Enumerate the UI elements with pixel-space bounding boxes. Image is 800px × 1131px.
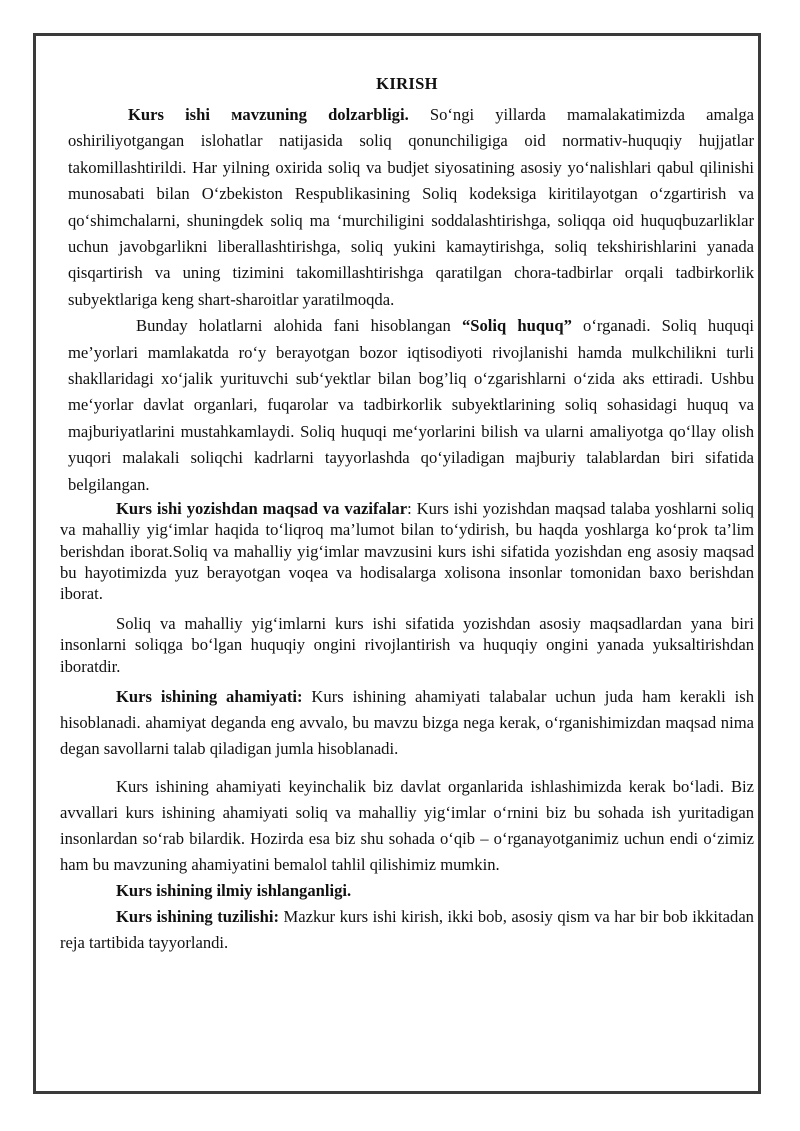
goals-section [60,498,754,677]
document-body [60,74,754,956]
paragraph-relevance-text: So‘ngi yillarda mamalakatimizda amalga oshiriliyotgangan islohatlar natijasida soliq qonunchiligiga oid normativ-huquqiy hujjatlar takomillashtirildi. Har yilning oxirida soliq va budjet siyosatining asosiy yo‘nalishlari qabul qilinishi munosabati bilan O‘zbekiston Respublikasining Soliq kodeksiga kiritilayotgan o‘zgartirish va qo‘shimchalarni, shuningdek soliq ma ‘murchiligini soddalashtirishga, soliqqa oid huquqbuzarliklar uchun javobgarlikni liberallashtirishga, soliq yukini kamaytirishga, soliq tekshirishlarini yanada qisqartirish va uning tizimini takomillashtirishga qaratilgan chora-tadbirlar orqali tadbirkorlik subyektlariga keng shart-sharoitlar yaratilmoqda. [68,105,754,309]
paragraph-importance-more: Kurs ishining ahamiyati keyinchalik biz davlat organlarida ishlashimizda kerak bo‘ladi. Biz avvallari kurs ishining ahamiyati soliq va mahalliy yig‘imlar o‘rnini biz bu sohada ish yuritadigan insonlardan so‘rab bilardik. Hozirda esa biz shu sohada o‘qib – o‘rganayotganimiz uchun endi o‘zimiz ham bu mavzuning ahamiyatini bemalol tahlil qilishimiz mumkin. [60,776,754,874]
paragraph-scientific-lead: Kurs ishining ilmiy ishlanganligi. [116,880,352,900]
importance-section [60,684,754,956]
paragraph-importance-text: Kurs ishining ahamiyati talabalar uchun juda ham kerakli ish hisoblanadi. ahamiyat deganda eng avvalo, bu mavzu bizga nega kerak, o‘rganishimizdan maqsad nima degan savollarni talab qiladigan jumla hisoblanadi. [60,686,754,758]
paragraph-goals-lead: Kurs ishi yozishdan maqsad va vazifalar [116,499,408,519]
paragraph-relevance [68,102,754,313]
paragraph-tax-law-pre: Bunday holatlarni alohida fani hisoblangan [136,316,462,336]
paragraph-goals-text: : Kurs ishi yozishdan maqsad talaba yoshlarni soliq va mahalliy yig‘imlar haqida to‘liqroq ma’lumot bilan to‘ydirish, bu haqda yoshlarga ko‘prok ta’lim berishdan iborat.Soliq va mahalliy yig‘imlar mavzusini kurs ishi sifatida yozishdan eng asosiy maqsad bu hayotimizda yuz berayotgan voqea va hodisalarga xolisona insonlar tomonidan baxo berishdan iborat. [60,499,754,603]
paragraph-importance [60,684,754,762]
paragraph-structure-text: Mazkur kurs ishi kirish, ikki bob, asosiy qism va har bir bob ikkitadan reja tartibida tayyorlandi. [60,906,754,952]
paragraph-scientific [60,878,754,904]
intro-section [60,102,754,498]
paragraph-tax-law-text: o‘rganadi. Soliq huquqi me’yorlari mamlakatda ro‘y berayotgan bozor iqtisodiyoti rivojlanishi hamda mulkchilikni turli shakllaridagi xo‘jalik yurituvchi sub‘yektlar bilan bog’liq o‘zgarishlarni o‘zida aks ettiradi. Ushbu me‘yorlar davlat organlari, fuqarolar va tadbirkorlik subyektlarining soliq sohasidagi huquq va majburiyatlarini mustahkamlaydi. Soliq huquqi me‘yorlarini bilish va ularni amaliyotga qo‘llay olish yuqori malakali soliqchi kadrlarni tayyorlashda qo‘yiladigan majburiy talablardan biri sifatida belgilangan. [68,316,754,494]
paragraph-goals [60,498,754,604]
paragraph-tax-law [68,313,754,498]
paragraph-structure [60,904,754,956]
document-heading: KIRISH [376,74,438,93]
paragraph-relevance-lead: Kurs ishi мavzuning dolzarbligi. [128,105,409,124]
paragraph-importance-lead: Kurs ishining ahamiyati: [116,686,303,706]
paragraph-goals-more: Soliq va mahalliy yig‘imlarni kurs ishi sifatida yozishdan asosiy maqsadlardan yana biri insonlarni soliqga bo‘lgan huquqiy ongini rivojlantirish va huquqiy ongini yanada yuksaltirishdan iboratdir. [60,614,754,676]
paragraph-structure-lead: Kurs ishining tuzilishi: [116,906,279,926]
paragraph-tax-law-bold: “Soliq huquq” [461,316,572,336]
